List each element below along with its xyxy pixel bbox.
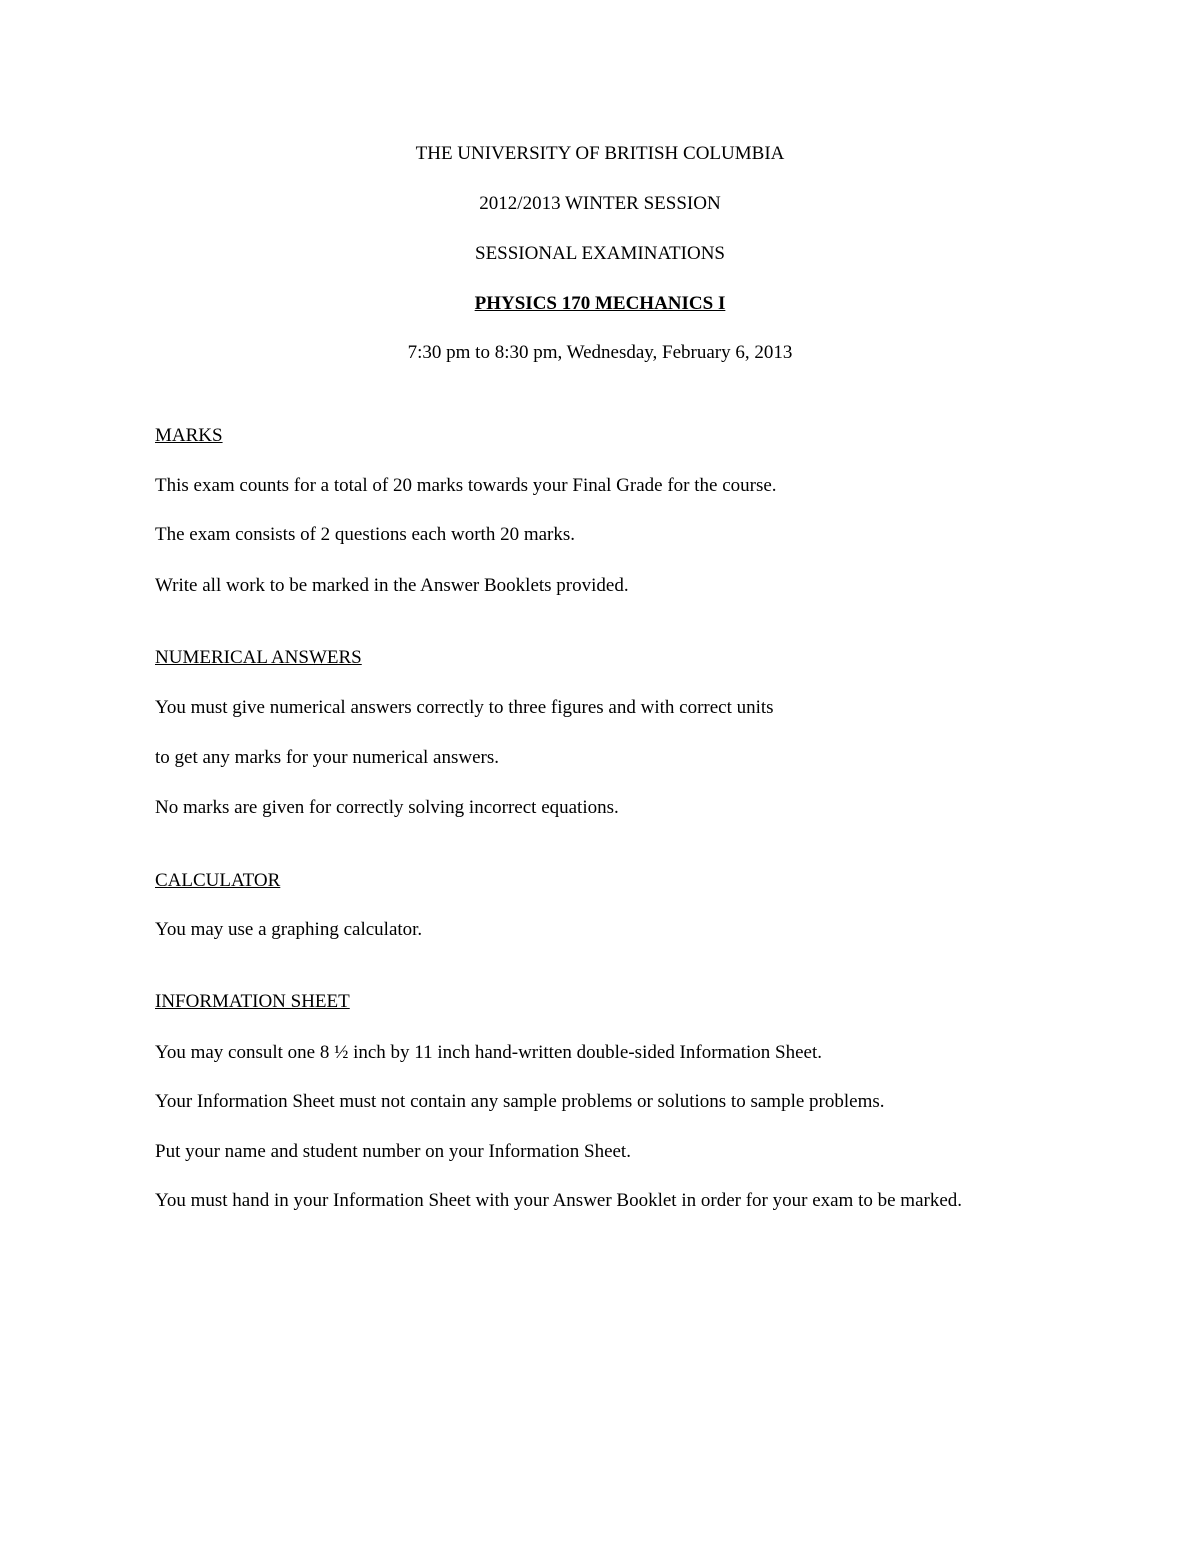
university-name: THE UNIVERSITY OF BRITISH COLUMBIA [415, 143, 785, 164]
information-sheet-heading: INFORMATION SHEET [155, 991, 350, 1012]
calculator-line-1: You may use a graphing calculator. [155, 919, 423, 940]
numerical-answers-line-1: You must give numerical answers correctly to three figures and with correct units [155, 697, 774, 718]
exam-type: SESSIONAL EXAMINATIONS [475, 243, 725, 264]
session-name: 2012/2013 WINTER SESSION [479, 193, 721, 214]
course-title: PHYSICS 170 MECHANICS I [474, 293, 726, 314]
numerical-answers-line-2: to get any marks for your numerical answers. [155, 747, 500, 768]
numerical-answers-line-3: No marks are given for correctly solving incorrect equations. [155, 797, 619, 818]
exam-schedule: 7:30 pm to 8:30 pm, Wednesday, February 6, 2013 [407, 342, 793, 363]
marks-line-1: This exam counts for a total of 20 marks towards your Final Grade for the course. [155, 475, 777, 496]
marks-line-3: Write all work to be marked in the Answer Booklets provided. [155, 575, 629, 596]
numerical-answers-heading: NUMERICAL ANSWERS [155, 647, 362, 668]
marks-heading: MARKS [155, 425, 223, 446]
marks-line-2: The exam consists of 2 questions each worth 20 marks. [155, 524, 576, 545]
information-sheet-line-3: Put your name and student number on your Information Sheet. [155, 1141, 631, 1162]
information-sheet-line-1: You may consult one 8 ½ inch by 11 inch hand-written double-sided Information Sheet. [155, 1042, 823, 1063]
information-sheet-line-4: You must hand in your Information Sheet with your Answer Booklet in order for your exam to be marked. [155, 1190, 963, 1211]
information-sheet-line-2: Your Information Sheet must not contain any sample problems or solutions to sample problems. [155, 1091, 885, 1112]
calculator-heading: CALCULATOR [155, 870, 281, 891]
